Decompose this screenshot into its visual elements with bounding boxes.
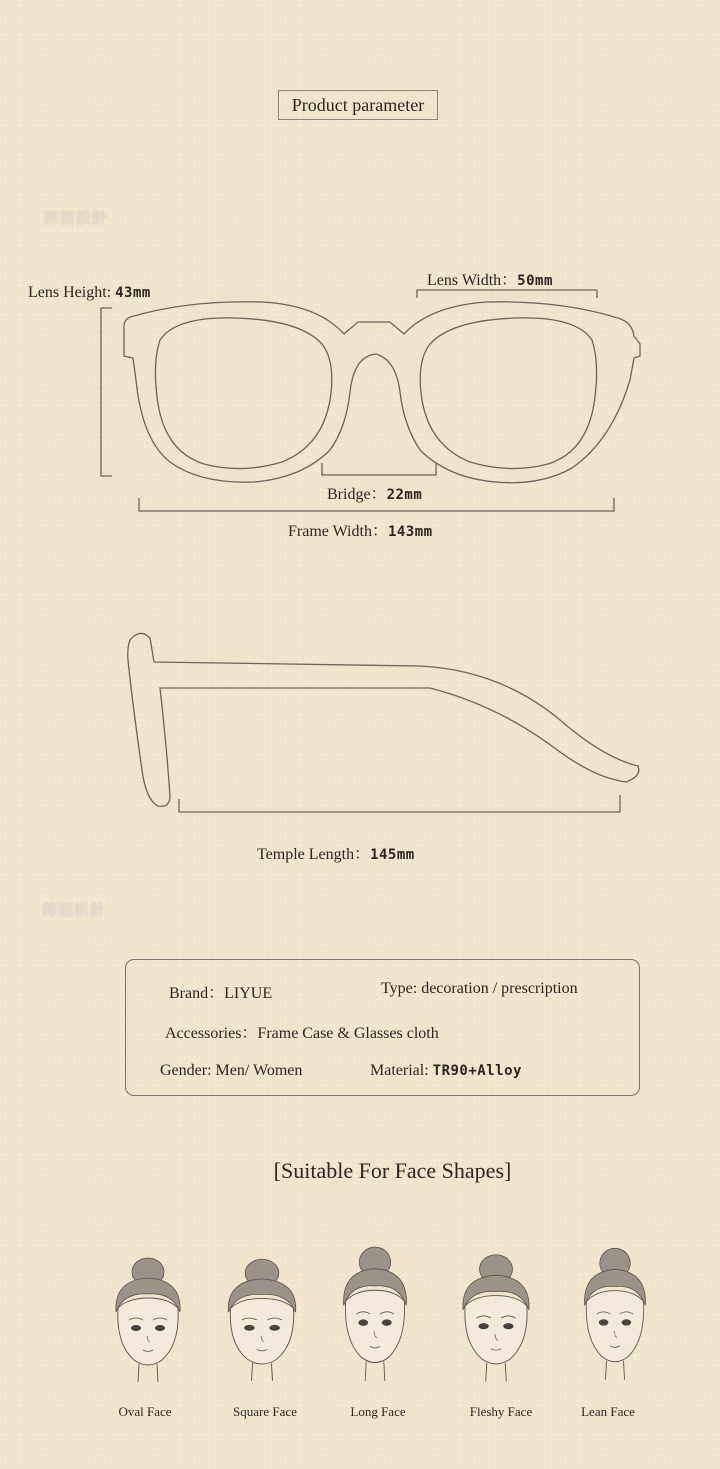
watermark-logo: 韓國設計 [44,209,109,227]
type-spec: Type: decoration / prescription [381,980,578,997]
face-square [228,1259,295,1381]
frame-width-label: Frame Width：143mm [288,523,433,540]
accessories-spec: Accessories：Frame Case & Glasses cloth [165,1025,439,1042]
face-label-long: Long Face [350,1404,406,1419]
bridge-label: Bridge：22mm [327,486,423,503]
gender-spec: Gender: Men/ Women [160,1062,303,1079]
face-long [344,1247,407,1381]
face-label-oval: Oval Face [118,1404,172,1419]
face-label-fleshy: Fleshy Face [469,1404,533,1419]
brand-spec: Brand：LIYUE [169,985,273,1002]
page-title: Product parameter [278,90,438,120]
face-oval [116,1258,180,1382]
lens-width-label: Lens Width：50mm [427,272,553,289]
face-fleshy [463,1255,529,1381]
face-shapes-title: [Suitable For Face Shapes] [273,1158,512,1183]
temple-length-label: Temple Length：145mm [257,846,415,863]
lens-height-label: Lens Height: 43mm [28,284,151,301]
face-lean [584,1248,645,1379]
face-label-square: Square Face [233,1404,297,1419]
material-spec: Material: TR90+Alloy [370,1062,522,1079]
watermark-logo: 韓國設計 [42,901,107,919]
face-label-lean: Lean Face [581,1404,635,1419]
